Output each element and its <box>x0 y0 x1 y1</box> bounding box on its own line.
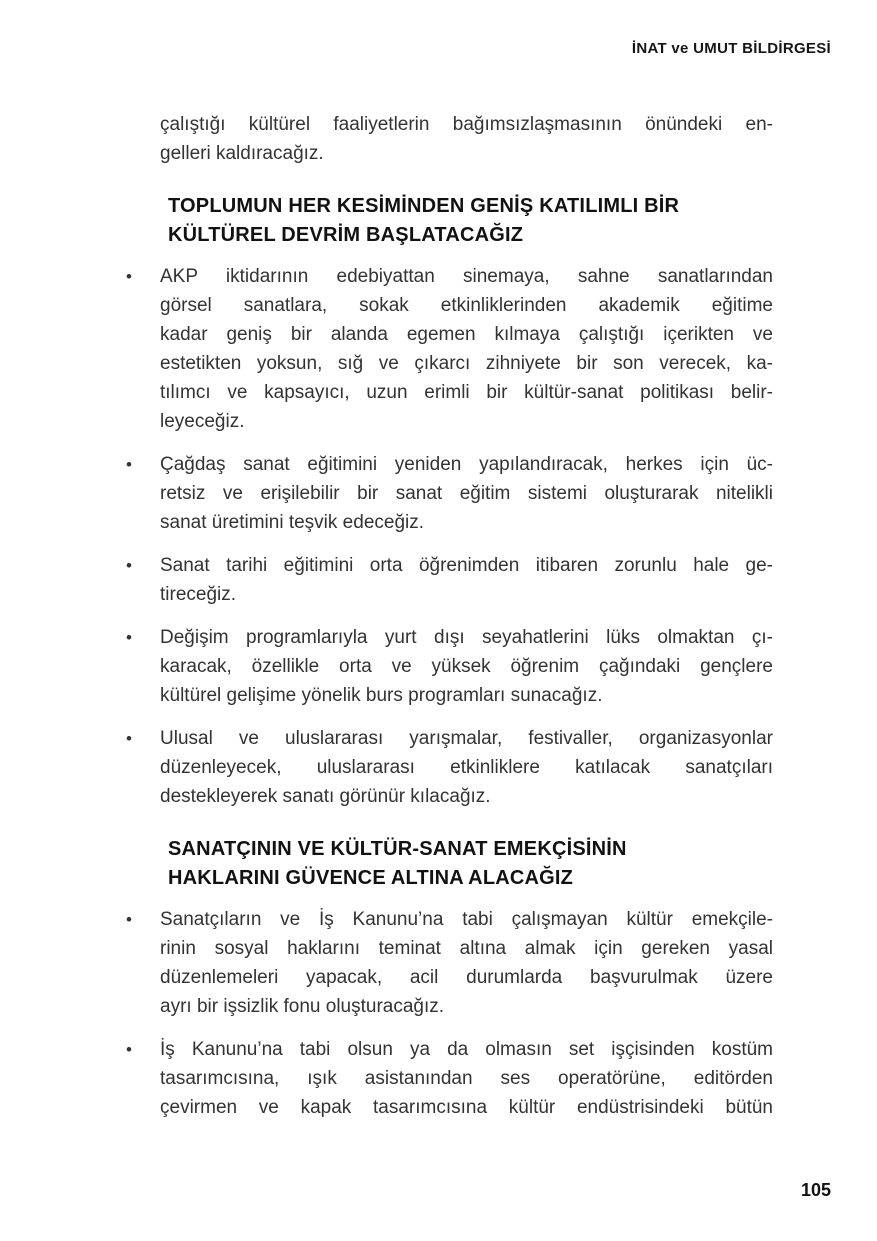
bullet-marker: • <box>126 628 132 647</box>
text-line: Ulusal ve uluslararası yarışmalar, festivaller, organizasyonlar <box>160 728 773 749</box>
page-number: 105 <box>800 1180 831 1200</box>
text-line: düzenleyecek, uluslararası etkinliklere katılacak sanatçıları <box>160 757 773 778</box>
bullet-item <box>126 905 773 1021</box>
text-line: tireceğiz. <box>160 584 237 605</box>
bullet-item <box>126 623 773 710</box>
text-line: Sanatçıların ve İş Kanunu’na tabi çalışmayan kültür emekçile- <box>160 909 773 930</box>
text-line: Sanat tarihi eğitimini orta öğrenimden itibaren zorunlu hale ge- <box>160 555 773 576</box>
text-line: kültürel gelişime yönelik burs programları sunacağız. <box>160 685 603 706</box>
text-line: HAKLARINI GÜVENCE ALTINA ALACAĞIZ <box>168 867 574 889</box>
bullet-marker: • <box>126 910 132 929</box>
text-line: görsel sanatlara, sokak etkinliklerinden akademik eğitime <box>160 295 773 316</box>
text-line: İş Kanunu’na tabi olsun ya da olmasın set işçisinden kostüm <box>160 1039 773 1060</box>
text-line: AKP iktidarının edebiyattan sinemaya, sahne sanatlarından <box>160 266 773 287</box>
section-heading <box>160 835 773 893</box>
text-line: Değişim programlarıyla yurt dışı seyahatlerini lüks olmaktan çı- <box>160 627 773 648</box>
bullet-marker: • <box>126 556 132 575</box>
text-line: tasarımcısına, ışık asistanından ses operatörüne, editörden <box>160 1068 773 1089</box>
running-header: İNAT ve UMUT BİLDİRGESİ <box>631 40 831 57</box>
document-body <box>126 110 773 1136</box>
text-line: ayrı bir işsizlik fonu oluşturacağız. <box>160 996 445 1017</box>
section-heading <box>160 192 773 250</box>
text-line: gelleri kaldıracağız. <box>160 143 324 164</box>
text-line: TOPLUMUN HER KESİMİNDEN GENİŞ KATILIMLI BİR <box>168 195 680 217</box>
text-line: sanat üretimini teşvik edeceğiz. <box>160 512 425 533</box>
text-line: estetikten yoksun, sığ ve çıkarcı zihniyete bir son verecek, ka- <box>160 353 773 374</box>
text-line: SANATÇININ VE KÜLTÜR-SANAT EMEKÇİSİNİN <box>168 838 627 860</box>
text-line: rinin sosyal haklarını teminat altına almak için gereken yasal <box>160 938 773 959</box>
bullet-item <box>126 551 773 609</box>
text-line: KÜLTÜREL DEVRİM BAŞLATACAĞIZ <box>168 224 524 246</box>
bullet-item <box>126 1035 773 1122</box>
bullet-item <box>126 724 773 811</box>
bullet-marker: • <box>126 729 132 748</box>
text-line: çalıştığı kültürel faaliyetlerin bağımsızlaşmasının önündeki en- <box>160 114 773 135</box>
text-line: Çağdaş sanat eğitimini yeniden yapılandıracak, herkes için üc- <box>160 454 773 475</box>
bullet-marker: • <box>126 267 132 286</box>
text-line: karacak, özellikle orta ve yüksek öğrenim çağındaki gençlere <box>160 656 773 677</box>
text-line: kadar geniş bir alanda egemen kılmaya çalıştığı içerikten ve <box>160 324 773 345</box>
bullet-item <box>126 262 773 436</box>
bullet-marker: • <box>126 455 132 474</box>
bullet-item <box>126 450 773 537</box>
paragraph <box>160 110 773 168</box>
text-line: tılımcı ve kapsayıcı, uzun erimli bir kültür-sanat politikası belir- <box>160 382 773 403</box>
text-line: retsiz ve erişilebilir bir sanat eğitim sistemi oluşturarak nitelikli <box>160 483 773 504</box>
text-line: düzenlemeleri yapacak, acil durumlarda başvurulmak üzere <box>160 967 773 988</box>
bullet-marker: • <box>126 1040 132 1059</box>
text-line: çevirmen ve kapak tasarımcısına kültür endüstrisindeki bütün <box>160 1097 773 1118</box>
text-line: leyeceğiz. <box>160 411 245 432</box>
text-line: destekleyerek sanatı görünür kılacağız. <box>160 786 491 807</box>
